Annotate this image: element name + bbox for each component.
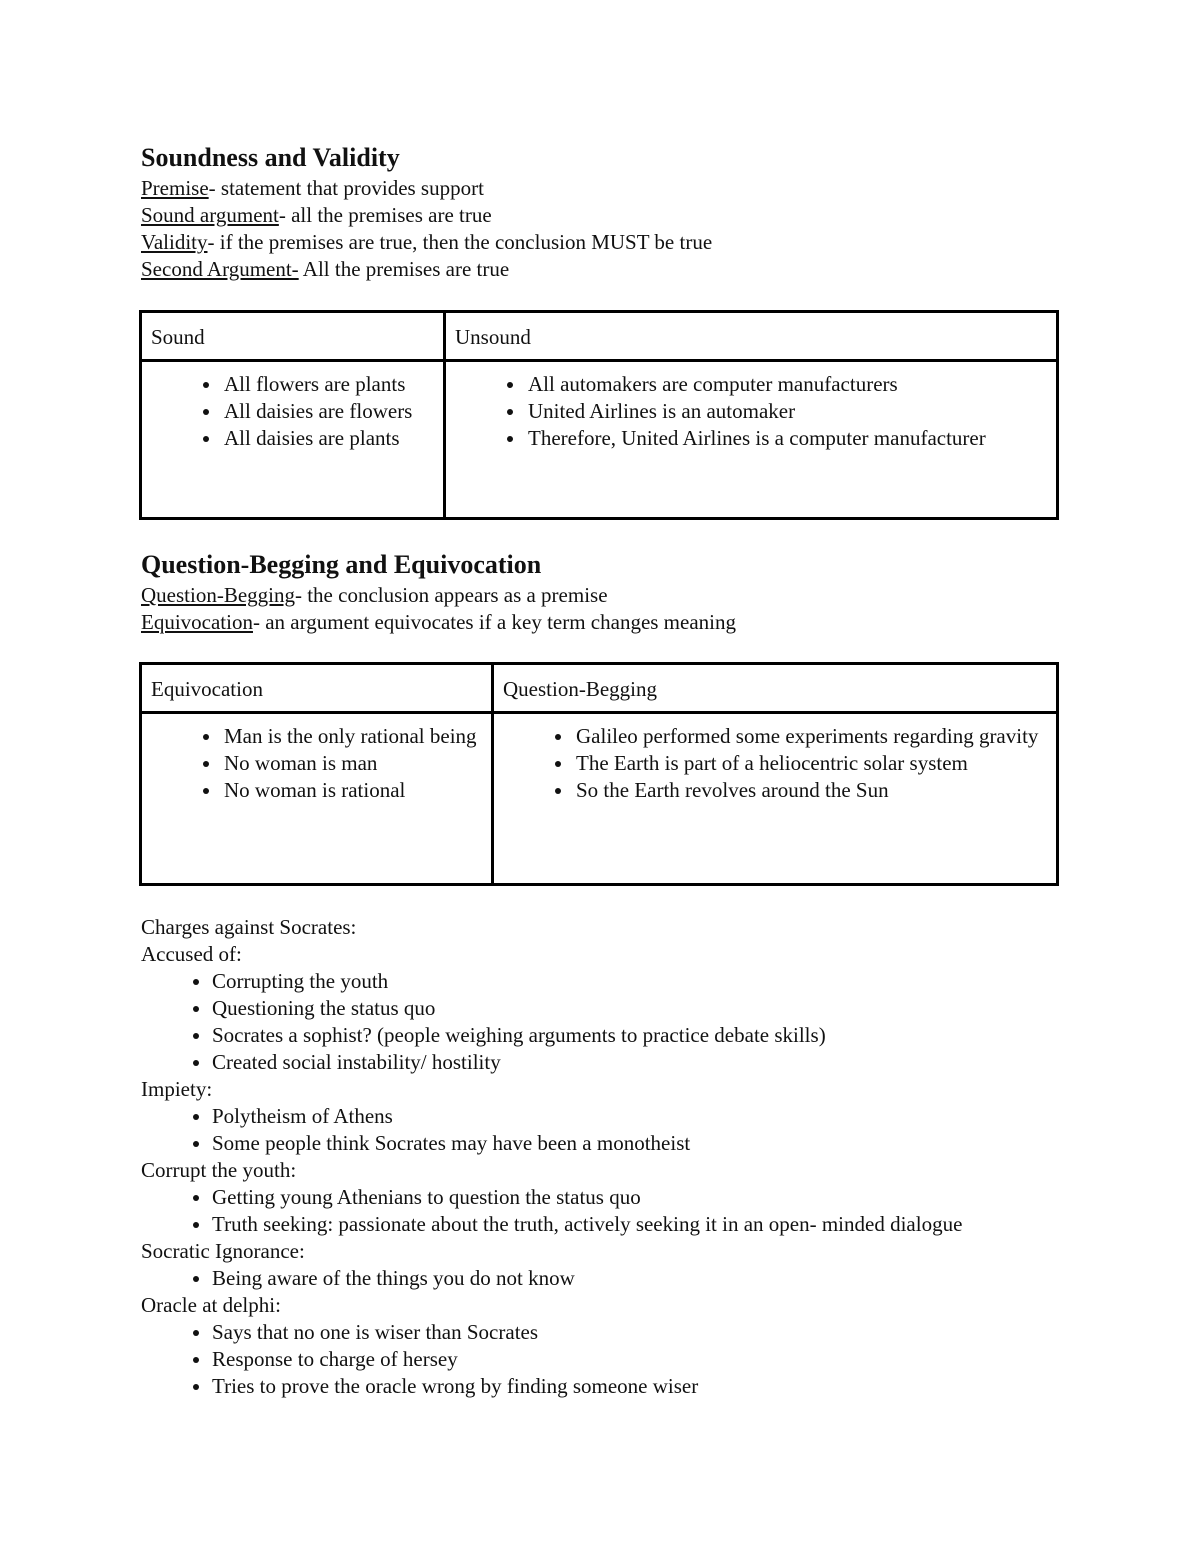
list-item: • No woman is rational (222, 777, 481, 804)
list-item: • Socrates a sophist? (people weighing arguments to practice debate skills) (212, 1022, 1081, 1049)
notes-heading-impiety: Impiety: (141, 1077, 213, 1101)
definition-second-argument-text: All the premises are true (298, 257, 510, 281)
section-soundness (141, 142, 712, 283)
notes-intro: Charges against Socrates: (141, 915, 357, 939)
notes-socrates (141, 914, 1081, 1400)
definition-equivocation-text: - an argument equivocates if a key term changes meaning (252, 610, 736, 634)
header-sound: Sound (151, 325, 205, 349)
list-item: • The Earth is part of a heliocentric solar system (574, 750, 1046, 777)
definition-validity (141, 229, 712, 256)
list-item: • All flowers are plants (222, 371, 433, 398)
definition-second-argument (141, 256, 712, 283)
notes-heading-corrupt-youth: Corrupt the youth: (141, 1158, 297, 1182)
cell-sound-examples (141, 361, 445, 519)
cell-question-begging-examples (493, 713, 1058, 885)
unsound-list (446, 362, 1056, 452)
header-unsound: Unsound (455, 325, 531, 349)
list-item: • All daisies are plants (222, 425, 433, 452)
definitions-question-begging (141, 582, 736, 636)
list-item: • Corrupting the youth (212, 968, 1081, 995)
definitions-soundness (141, 175, 712, 283)
header-cell-unsound (445, 312, 1058, 361)
notes-heading-oracle: Oracle at delphi: (141, 1293, 281, 1317)
header-cell-sound (141, 312, 445, 361)
table-equivocation-question-begging (139, 662, 1059, 886)
list-item: • Response to charge of hersey (212, 1346, 1081, 1373)
definition-equivocation (141, 609, 736, 636)
term-validity: Validity (141, 230, 208, 254)
definition-sound-argument (141, 202, 712, 229)
list-item: • All daisies are flowers (222, 398, 433, 425)
definition-question-begging-text: - the conclusion appears as a premise (294, 583, 608, 607)
list-item: • Says that no one is wiser than Socrates (212, 1319, 1081, 1346)
term-question-begging: Question-Begging (141, 583, 295, 607)
section-title-question-begging: Question-Begging and Equivocation (141, 550, 542, 579)
list-item: • Galileo performed some experiments regarding gravity (574, 723, 1046, 750)
header-equivocation: Equivocation (151, 677, 263, 701)
list-item: • So the Earth revolves around the Sun (574, 777, 1046, 804)
notes-list-corrupt-youth (141, 1184, 1081, 1238)
term-equivocation: Equivocation (141, 610, 253, 634)
definition-sound-argument-text: - all the premises are true (278, 203, 492, 227)
term-premise: Premise (141, 176, 209, 200)
sound-list (142, 362, 443, 452)
definition-question-begging (141, 582, 736, 609)
term-sound-argument: Sound argument (141, 203, 279, 227)
list-item: • Getting young Athenians to question the status quo (212, 1184, 1081, 1211)
list-item: • All automakers are computer manufacturers (526, 371, 1046, 398)
list-item: • Truth seeking: passionate about the truth, actively seeking it in an open- minded dialogue (212, 1211, 1081, 1238)
term-second-argument: Second Argument- (141, 257, 299, 281)
table-body-row (141, 713, 1058, 885)
list-item: • United Airlines is an automaker (526, 398, 1046, 425)
question-begging-list (494, 714, 1056, 804)
equivocation-list (142, 714, 491, 804)
list-item: • Therefore, United Airlines is a computer manufacturer (526, 425, 1046, 452)
header-cell-equivocation (141, 664, 493, 713)
definition-validity-text: - if the premises are true, then the conclusion MUST be true (207, 230, 713, 254)
list-item: • Being aware of the things you do not know (212, 1265, 1081, 1292)
list-item: • Some people think Socrates may have been a monotheist (212, 1130, 1081, 1157)
notes-list-impiety (141, 1103, 1081, 1157)
list-item: • Created social instability/ hostility (212, 1049, 1081, 1076)
table-body-row (141, 361, 1058, 519)
list-item: • No woman is man (222, 750, 481, 777)
header-cell-question-begging (493, 664, 1058, 713)
list-item: • Man is the only rational being (222, 723, 481, 750)
table-sound-unsound (139, 310, 1059, 520)
header-question-begging: Question-Begging (503, 677, 657, 701)
definition-premise-text: - statement that provides support (208, 176, 484, 200)
section-question-begging (141, 549, 736, 636)
list-item: • Tries to prove the oracle wrong by finding someone wiser (212, 1373, 1081, 1400)
notes-list-oracle (141, 1319, 1081, 1400)
table-header-row (141, 312, 1058, 361)
notes-list-accused (141, 968, 1081, 1076)
cell-unsound-examples (445, 361, 1058, 519)
notes-list-socratic-ignorance (141, 1265, 1081, 1292)
section-title-soundness: Soundness and Validity (141, 143, 400, 172)
definition-premise (141, 175, 712, 202)
notes-heading-accused: Accused of: (141, 942, 242, 966)
list-item: • Polytheism of Athens (212, 1103, 1081, 1130)
notes-heading-socratic-ignorance: Socratic Ignorance: (141, 1239, 305, 1263)
table-header-row (141, 664, 1058, 713)
cell-equivocation-examples (141, 713, 493, 885)
list-item: • Questioning the status quo (212, 995, 1081, 1022)
